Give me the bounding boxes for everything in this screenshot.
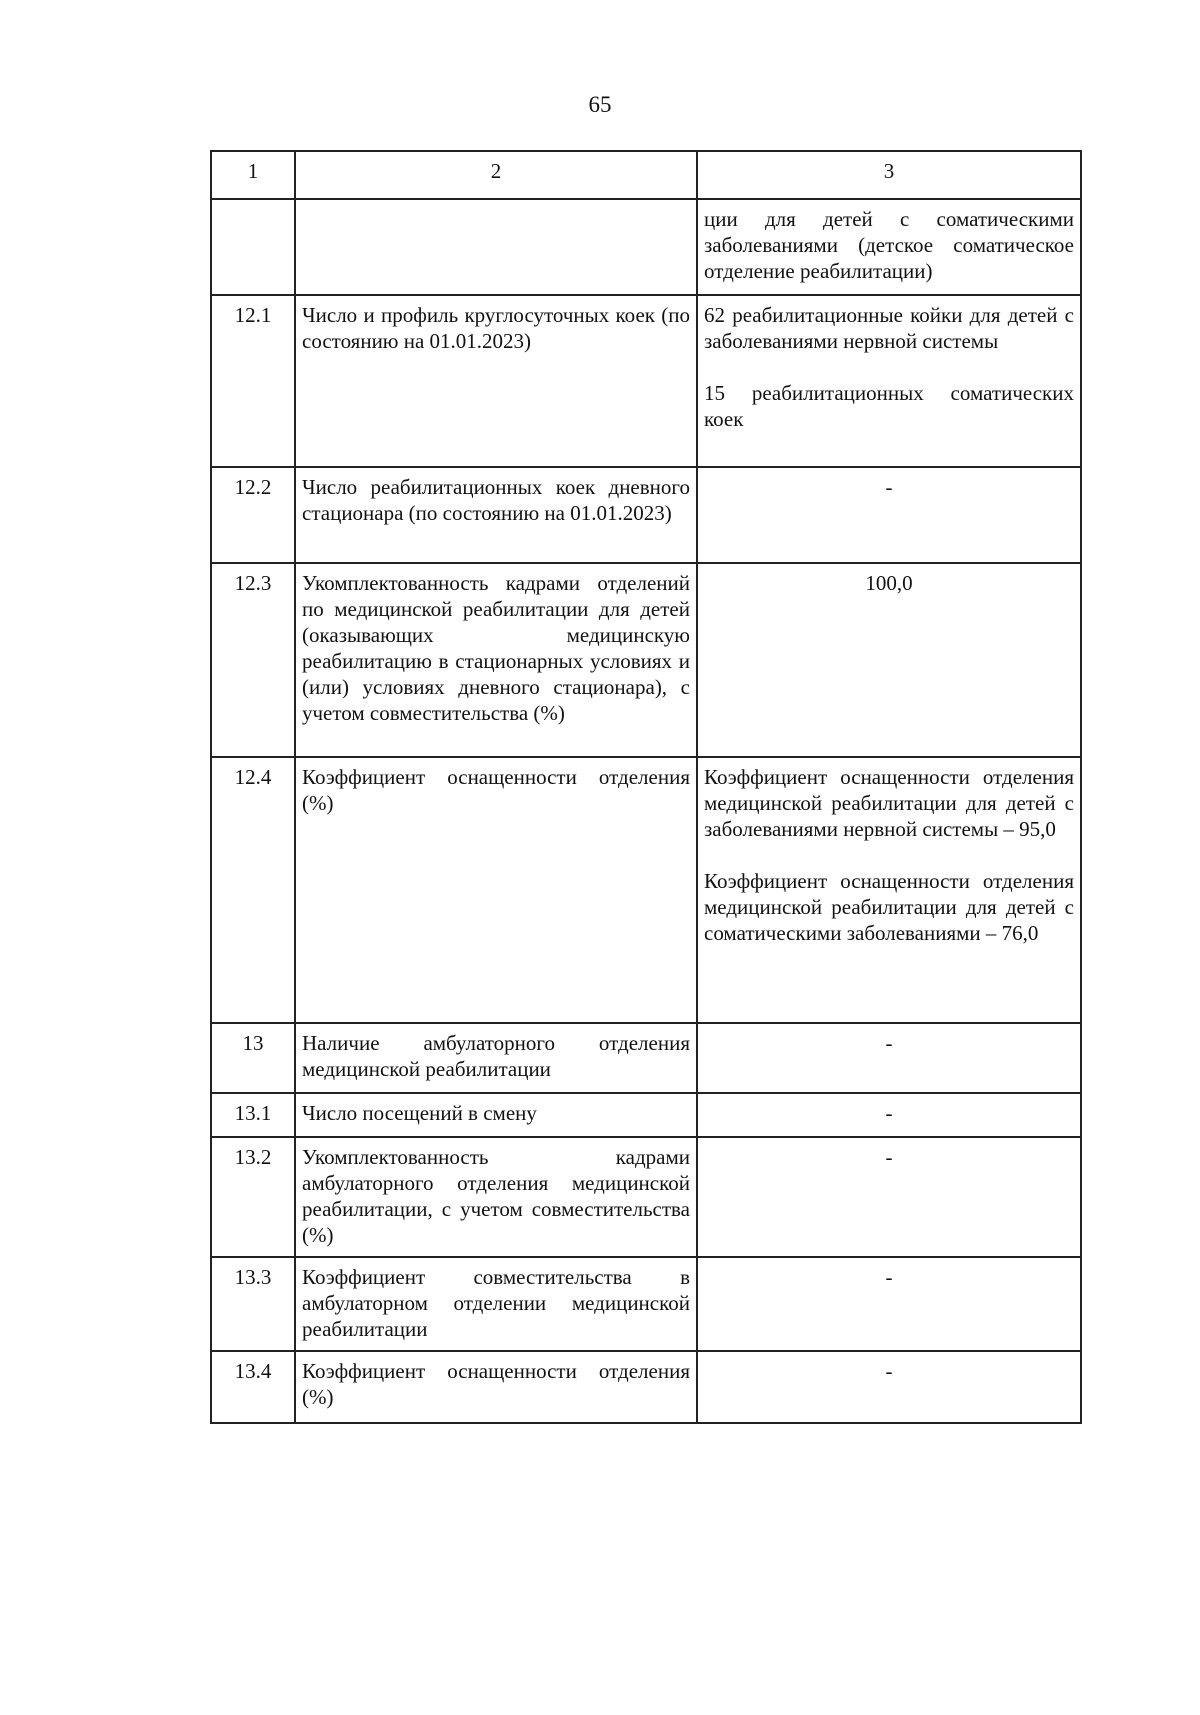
row-value: [697, 563, 1081, 757]
row-value: [697, 1351, 1081, 1423]
row-number: 13.1: [211, 1093, 295, 1137]
page-number: 65: [588, 92, 612, 117]
row-value: [697, 757, 1081, 1023]
row-indicator: Число и профиль круглосуточных коек (по состоянию на 01.01.2023): [295, 295, 697, 467]
table-row: [211, 1351, 1081, 1423]
row-number: 12.2: [211, 467, 295, 563]
row-indicator: Число посещений в смену: [295, 1093, 697, 1137]
row-indicator: Наличие амбулаторного отделения медицинской реабилитации: [295, 1023, 697, 1093]
table-row: [211, 757, 1081, 1023]
row-indicator: [295, 199, 697, 295]
table-row: [211, 1023, 1081, 1093]
row-value-paragraph: 62 реабилитационные койки для детей с заболеваниями нервной системы: [704, 303, 1074, 353]
row-value-paragraph: -: [885, 1145, 893, 1169]
table-row: [211, 1137, 1081, 1257]
row-value: [697, 1093, 1081, 1137]
row-indicator: Коэффициент оснащенности отделения (%): [295, 1351, 697, 1423]
table-header-row: [211, 151, 1081, 199]
row-indicator: Коэффициент оснащенности отделения (%): [295, 757, 697, 1023]
row-value-paragraph: Коэффициент оснащенности отделения медицинской реабилитации для детей с соматическими заболеваниями – 76,0: [704, 869, 1074, 945]
row-value-paragraph: -: [885, 1359, 893, 1383]
row-number: 13.4: [211, 1351, 295, 1423]
table-row: [211, 1093, 1081, 1137]
row-indicator: Число реабилитационных коек дневного стационара (по состоянию на 01.01.2023): [295, 467, 697, 563]
table-row: [211, 295, 1081, 467]
table-row: [211, 1257, 1081, 1351]
row-indicator: Укомплектованность кадрами амбулаторного отделения медицинской реабилитации, с учетом совместительства (%): [295, 1137, 697, 1257]
row-value: [697, 295, 1081, 467]
row-number: 13.3: [211, 1257, 295, 1351]
header-col-1: 1: [211, 151, 295, 199]
row-value: [697, 467, 1081, 563]
indicator-table: [210, 150, 1082, 1424]
row-number: 13.2: [211, 1137, 295, 1257]
row-number: [211, 199, 295, 295]
row-value: [697, 199, 1081, 295]
row-value: [697, 1137, 1081, 1257]
row-indicator: Коэффициент совместительства в амбулаторном отделении медицинской реабилитации: [295, 1257, 697, 1351]
row-indicator: Укомплектованность кадрами отделений по медицинской реабилитации для детей (оказывающих медицинскую реабилитацию в стационарных условиях и (или) условиях дневного стационара), с учетом совместительства (%): [295, 563, 697, 757]
row-number: 12.1: [211, 295, 295, 467]
row-number: 12.3: [211, 563, 295, 757]
header-col-3: 3: [697, 151, 1081, 199]
row-value-paragraph: -: [885, 1031, 893, 1055]
row-value-paragraph: Коэффициент оснащенности отделения медицинской реабилитации для детей с заболеваниями нервной системы – 95,0: [704, 765, 1074, 841]
row-value-paragraph: -: [885, 1265, 893, 1289]
table-row: [211, 467, 1081, 563]
row-value-paragraph: -: [885, 475, 893, 499]
table-body: [211, 151, 1081, 1423]
table-row: [211, 563, 1081, 757]
row-value-paragraph: -: [885, 1101, 893, 1125]
row-number: 12.4: [211, 757, 295, 1023]
row-number: 13: [211, 1023, 295, 1093]
row-value-paragraph: ции для детей с соматическими заболеваниями (детское соматическое отделение реабилитации): [704, 207, 1074, 283]
row-value: [697, 1023, 1081, 1093]
row-value: [697, 1257, 1081, 1351]
table-row: [211, 199, 1081, 295]
row-value-paragraph: 15 реабилитационных соматических коек: [704, 381, 1074, 431]
header-col-2: 2: [295, 151, 697, 199]
row-value-paragraph: 100,0: [865, 571, 913, 595]
